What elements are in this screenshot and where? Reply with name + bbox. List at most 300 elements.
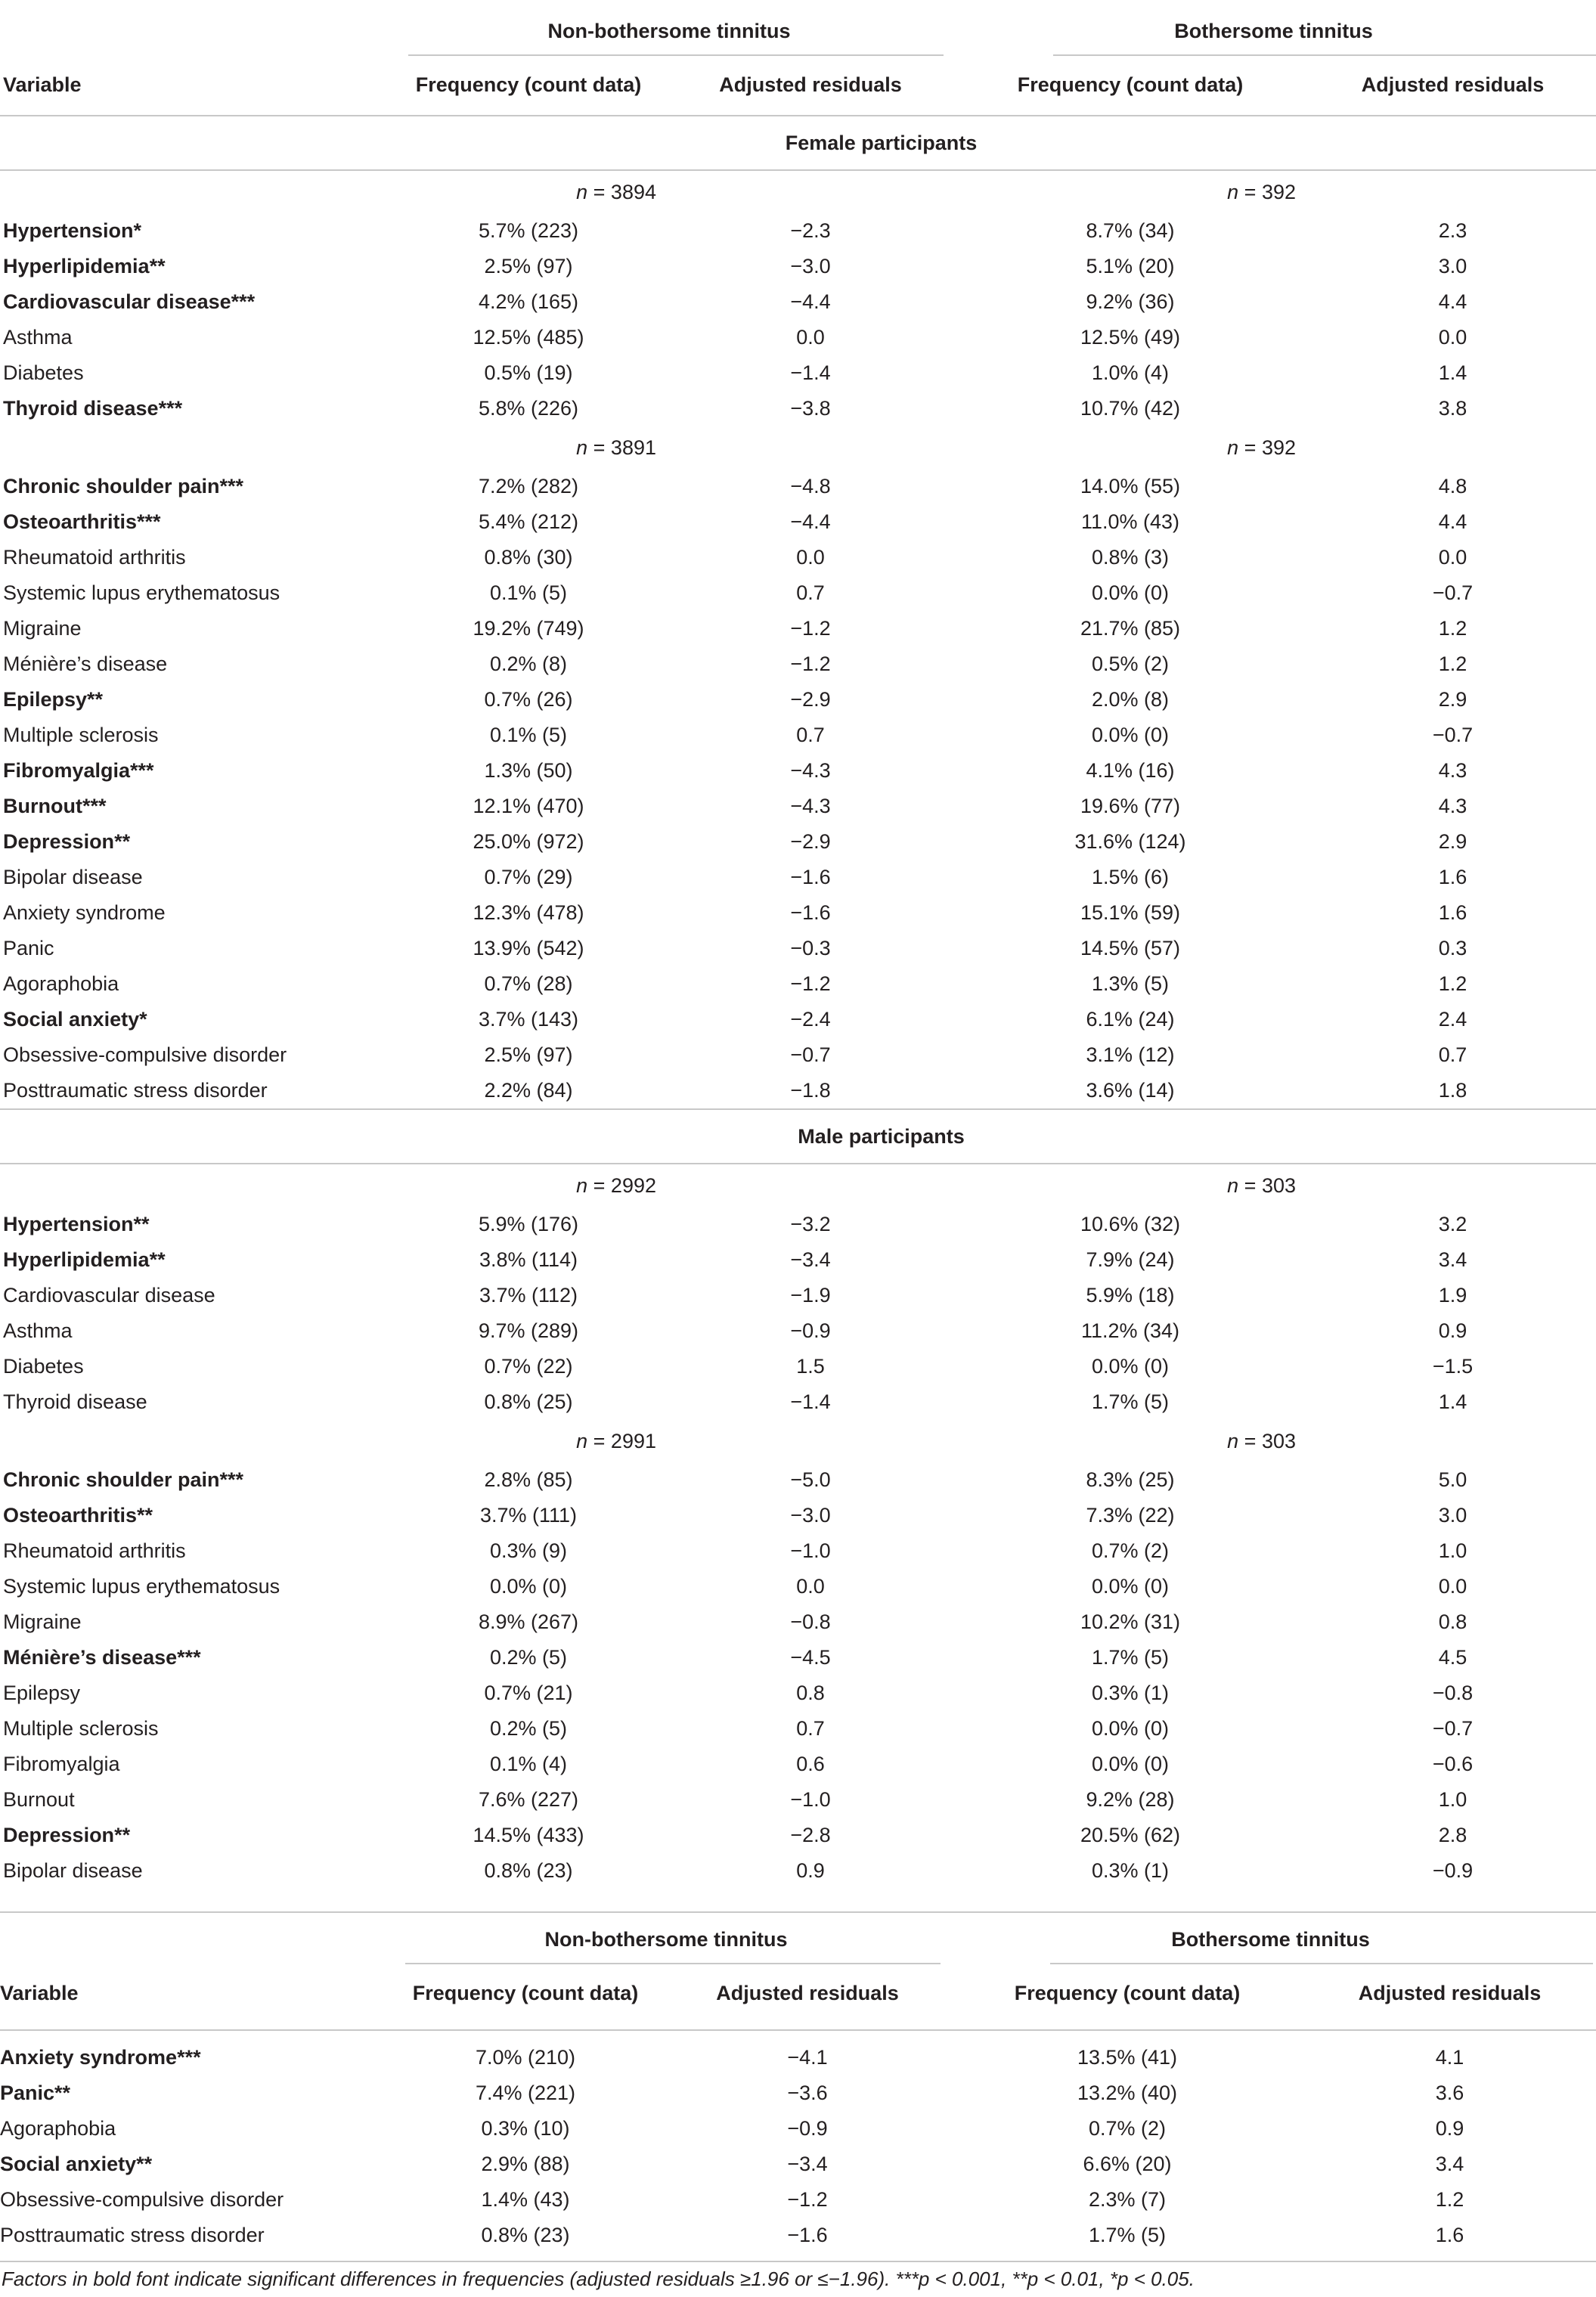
resid-both-cell: 2.9 (1438, 830, 1467, 853)
freq-both-cell: 1.5% (6) (1091, 866, 1170, 888)
variable-cell (0, 611, 387, 646)
resid-non-cell: −1.6 (787, 2224, 828, 2246)
resid-both-cell: 0.7 (1438, 1043, 1467, 1066)
table-row (0, 646, 1596, 682)
freq-non-cell: 0.7% (22) (484, 1355, 573, 1378)
variable-cell (0, 1853, 387, 1889)
freq-both-cell: 6.1% (24) (1086, 1008, 1175, 1031)
freq-non-cell: 4.2% (165) (478, 290, 579, 313)
col-header-resid-both-2: Adjusted residuals (1358, 1982, 1542, 2004)
variable-cell (0, 1002, 387, 1037)
variable-cell (0, 1278, 387, 1313)
freq-both-cell: 2.0% (8) (1091, 688, 1170, 711)
variable-name: Rheumatoid arthritis (3, 1539, 186, 1562)
variable-name: Diabetes (3, 1355, 84, 1378)
freq-non-cell: 14.5% (433) (473, 1824, 584, 1846)
table-row (0, 1747, 1596, 1782)
group-header-non-bothersome: Non-bothersome tinnitus (547, 20, 791, 42)
variable-name: Depression (3, 830, 115, 853)
table-row (0, 2147, 1593, 2182)
table-row (0, 213, 1596, 249)
variable-cell (0, 2182, 384, 2218)
variable-cell (0, 1569, 387, 1604)
variable-name: Systemic lupus erythematosus (3, 1575, 280, 1598)
resid-non-cell: −3.0 (790, 1504, 831, 1527)
table-row (0, 320, 1596, 355)
group-underline-non-2 (405, 1963, 941, 1964)
resid-both-cell: 3.8 (1438, 397, 1467, 420)
freq-non-cell: 0.2% (8) (489, 653, 568, 675)
variable-name: Multiple sclerosis (3, 1717, 159, 1740)
freq-both-cell: 3.6% (14) (1086, 1079, 1175, 1102)
freq-both-cell: 3.1% (12) (1086, 1043, 1175, 1066)
variable-cell (0, 860, 387, 895)
resid-both-cell: −0.9 (1432, 1859, 1474, 1882)
resid-both-cell: 1.2 (1438, 653, 1467, 675)
resid-non-cell: 0.8 (796, 1682, 825, 1704)
col-header-variable-2: Variable (0, 1982, 79, 2004)
significance-stars: *** (137, 510, 161, 533)
variable-name: Anxiety syndrome (0, 2046, 178, 2069)
variable-name: Bipolar disease (3, 866, 143, 888)
freq-non-cell: 13.9% (542) (473, 937, 584, 959)
table-row (0, 2075, 1593, 2111)
variable-name: Ménière’s disease (3, 653, 168, 675)
freq-both-cell: 5.1% (20) (1086, 255, 1175, 277)
resid-non-cell: 0.0 (796, 1575, 825, 1598)
freq-non-cell: 1.3% (50) (484, 759, 573, 782)
resid-non-cell: −1.2 (790, 653, 831, 675)
freq-both-cell: 7.3% (22) (1086, 1504, 1175, 1527)
variable-name: Fibromyalgia (3, 1753, 120, 1775)
table-header-continued (0, 1916, 1593, 2023)
table-row (0, 1818, 1596, 1853)
variable-cell (0, 469, 387, 504)
freq-both-cell: 14.0% (55) (1080, 475, 1181, 498)
table-row (0, 1073, 1596, 1109)
variable-name: Asthma (3, 326, 73, 349)
resid-non-cell: −3.6 (787, 2082, 828, 2104)
col-header-freq-non: Frequency (count data) (415, 73, 642, 96)
freq-non-cell: 2.5% (97) (484, 255, 573, 277)
freq-both-cell: 5.9% (18) (1086, 1284, 1175, 1307)
variable-cell (0, 320, 387, 355)
table-row (0, 931, 1596, 966)
continuation-divider (0, 1911, 1596, 1913)
resid-both-cell: 3.0 (1438, 1504, 1467, 1527)
table-row (0, 1313, 1596, 1349)
freq-both-cell: 1.3% (5) (1091, 972, 1170, 995)
variable-cell (0, 1384, 387, 1420)
variable-cell (0, 1207, 387, 1242)
resid-non-cell: 0.0 (796, 326, 825, 349)
freq-non-cell: 25.0% (972) (473, 830, 584, 853)
group-underline-non (408, 54, 944, 56)
n-both: 392 (1261, 436, 1296, 459)
resid-non-cell: 0.7 (796, 1717, 825, 1740)
variable-cell (0, 966, 387, 1002)
variable-cell (0, 1640, 387, 1675)
freq-non-cell: 5.4% (212) (478, 510, 579, 533)
table-row (0, 682, 1596, 718)
variable-name: Panic (0, 2082, 55, 2104)
variable-name: Obsessive-compulsive disorder (3, 1043, 287, 1066)
resid-non-cell: −1.6 (790, 901, 831, 924)
male-section-header (0, 1109, 1596, 1164)
resid-both-cell: 1.2 (1438, 972, 1467, 995)
resid-both-cell: 2.4 (1438, 1008, 1467, 1031)
resid-both-cell: 3.4 (1438, 1248, 1467, 1271)
table-row (0, 1675, 1596, 1711)
significance-stars: *** (158, 397, 183, 420)
variable-cell (0, 2147, 384, 2182)
resid-non-cell: −1.0 (790, 1539, 831, 1562)
resid-both-cell: 1.4 (1438, 1390, 1467, 1413)
variable-cell (0, 2040, 384, 2075)
variable-name: Asthma (3, 1319, 73, 1342)
freq-non-cell: 5.7% (223) (478, 219, 579, 242)
resid-non-cell: −3.4 (790, 1248, 831, 1271)
freq-non-cell: 19.2% (749) (473, 617, 584, 640)
variable-name: Migraine (3, 617, 82, 640)
freq-both-cell: 14.5% (57) (1080, 937, 1181, 959)
sample-size-row: n = 3894 n = 392 (576, 181, 1296, 203)
freq-both-cell: 10.6% (32) (1080, 1213, 1181, 1235)
resid-both-cell: 4.1 (1435, 2046, 1464, 2069)
table-row (0, 355, 1596, 391)
resid-both-cell: 5.0 (1438, 1468, 1467, 1491)
variable-name: Agoraphobia (3, 972, 119, 995)
sample-size-row: n = 2992 n = 303 (576, 1174, 1296, 1197)
variable-name: Rheumatoid arthritis (3, 546, 186, 569)
col-header-freq-both-2: Frequency (count data) (1014, 1982, 1241, 2004)
n-both: 303 (1261, 1430, 1296, 1452)
resid-both-cell: 4.4 (1438, 290, 1467, 313)
freq-non-cell: 3.7% (112) (479, 1284, 578, 1307)
significance-stars: ** (54, 2082, 71, 2104)
freq-both-cell: 0.0% (0) (1091, 1717, 1170, 1740)
variable-name: Multiple sclerosis (3, 724, 159, 746)
variable-cell (0, 575, 387, 611)
variable-cell (0, 682, 387, 718)
significance-stars: *** (219, 475, 244, 498)
variable-cell (0, 1711, 387, 1747)
variable-cell (0, 1782, 387, 1818)
freq-both-cell: 9.2% (36) (1086, 290, 1175, 313)
sample-size-row: n = 3891 n = 392 (576, 436, 1296, 459)
resid-non-cell: −3.8 (790, 397, 831, 420)
resid-non-cell: −0.7 (790, 1043, 831, 1066)
resid-non-cell: 0.0 (796, 546, 825, 569)
freq-both-cell: 0.0% (0) (1091, 724, 1170, 746)
freq-non-cell: 5.8% (226) (478, 397, 579, 420)
resid-both-cell: 1.4 (1438, 361, 1467, 384)
n-both: 392 (1261, 181, 1296, 203)
freq-non-cell: 0.7% (26) (484, 688, 573, 711)
freq-non-cell: 0.7% (29) (484, 866, 573, 888)
significance-stars: ** (133, 1213, 150, 1235)
data-table-continued (0, 2040, 1593, 2253)
significance-stars: *** (130, 759, 154, 782)
variable-name: Epilepsy (3, 688, 88, 711)
resid-non-cell: −1.2 (787, 2188, 828, 2211)
variable-cell (0, 213, 387, 249)
resid-both-cell: 1.2 (1435, 2188, 1464, 2211)
resid-both-cell: 0.0 (1438, 326, 1467, 349)
freq-non-cell: 0.0% (0) (489, 1575, 568, 1598)
table-row (0, 789, 1596, 824)
variable-name: Posttraumatic stress disorder (3, 1079, 268, 1102)
header-divider-2 (0, 2029, 1596, 2031)
resid-non-cell: −3.4 (787, 2153, 828, 2175)
col-header-freq-non-2: Frequency (count data) (412, 1982, 639, 2004)
resid-both-cell: 4.4 (1438, 510, 1467, 533)
col-header-resid-non: Adjusted residuals (719, 73, 902, 96)
col-header-freq-both: Frequency (count data) (1017, 73, 1244, 96)
freq-both-cell: 13.2% (40) (1077, 2082, 1178, 2104)
freq-both-cell: 8.3% (25) (1086, 1468, 1175, 1491)
group-header-non-bothersome-2: Non-bothersome tinnitus (544, 1928, 788, 1951)
freq-both-cell: 0.7% (2) (1088, 2117, 1167, 2140)
resid-both-cell: 3.0 (1438, 255, 1467, 277)
resid-both-cell: 3.4 (1435, 2153, 1464, 2175)
variable-cell (0, 1604, 387, 1640)
freq-both-cell: 31.6% (124) (1074, 830, 1186, 853)
variable-name: Osteoarthritis (3, 510, 138, 533)
variable-cell (0, 1349, 387, 1384)
resid-both-cell: 2.8 (1438, 1824, 1467, 1846)
freq-both-cell: 1.0% (4) (1091, 361, 1170, 384)
variable-cell (0, 1242, 387, 1278)
resid-non-cell: −0.9 (790, 1319, 831, 1342)
table-footnote: Factors in bold font indicate significant differences in frequencies (adjusted residuals ≥1.96 or ≤−1.96). ***p < 0.001, **p < 0.01, *p < 0.05. (2, 2268, 1195, 2290)
freq-both-cell: 0.0% (0) (1091, 1355, 1170, 1378)
freq-non-cell: 7.2% (282) (478, 475, 579, 498)
freq-both-cell: 11.0% (43) (1080, 510, 1180, 533)
freq-both-cell: 12.5% (49) (1080, 326, 1181, 349)
resid-non-cell: −4.3 (790, 759, 831, 782)
freq-non-cell: 0.2% (5) (489, 1646, 568, 1669)
n-non: 3894 (610, 181, 656, 203)
group-header-bothersome-2: Bothersome tinnitus (1171, 1928, 1370, 1951)
freq-both-cell: 4.1% (16) (1086, 759, 1175, 782)
variable-name: Agoraphobia (0, 2117, 116, 2140)
variable-name: Cardiovascular disease (3, 1284, 215, 1307)
table-row (0, 1207, 1596, 1242)
freq-both-cell: 0.7% (2) (1091, 1539, 1170, 1562)
freq-both-cell: 0.5% (2) (1091, 653, 1170, 675)
variable-name: Chronic shoulder pain (3, 475, 220, 498)
sample-size-row: n = 2991 n = 303 (576, 1430, 1296, 1452)
variable-name: Osteoarthritis (3, 1504, 138, 1527)
variable-cell (0, 1533, 387, 1569)
variable-cell (0, 2075, 384, 2111)
resid-non-cell: −0.3 (790, 937, 831, 959)
table-row (0, 718, 1596, 753)
resid-both-cell: 1.0 (1438, 1788, 1467, 1811)
freq-non-cell: 7.4% (221) (475, 2082, 576, 2104)
variable-name: Chronic shoulder pain (3, 1468, 220, 1491)
resid-both-cell: 4.8 (1438, 475, 1467, 498)
freq-both-cell: 11.2% (34) (1080, 1319, 1180, 1342)
significance-stars: * (139, 1008, 147, 1031)
resid-non-cell: −0.8 (790, 1610, 831, 1633)
significance-stars: ** (149, 255, 166, 277)
resid-non-cell: −1.4 (790, 1390, 831, 1413)
table-row (0, 540, 1596, 575)
table-row (0, 575, 1596, 611)
table-row (0, 1533, 1596, 1569)
table-row (0, 2040, 1593, 2075)
freq-non-cell: 9.7% (289) (478, 1319, 579, 1342)
n-non: 2991 (610, 1430, 656, 1452)
group-underline-both (1053, 54, 1596, 56)
resid-both-cell: 0.0 (1438, 1575, 1467, 1598)
table-row (0, 1002, 1596, 1037)
variable-cell (0, 2218, 384, 2253)
freq-non-cell: 5.9% (176) (478, 1213, 579, 1235)
freq-both-cell: 9.2% (28) (1086, 1788, 1175, 1811)
table-row (0, 1242, 1596, 1278)
freq-both-cell: 21.7% (85) (1080, 617, 1181, 640)
resid-non-cell: −1.6 (790, 866, 831, 888)
freq-non-cell: 0.5% (19) (484, 361, 573, 384)
variable-name: Diabetes (3, 361, 84, 384)
col-header-resid-both: Adjusted residuals (1361, 73, 1545, 96)
freq-both-cell: 0.3% (1) (1091, 1682, 1170, 1704)
significance-stars: * (133, 219, 142, 242)
freq-non-cell: 0.8% (25) (484, 1390, 573, 1413)
variable-name: Social anxiety (3, 1008, 140, 1031)
resid-non-cell: 0.9 (796, 1859, 825, 1882)
resid-non-cell: −1.4 (790, 361, 831, 384)
freq-non-cell: 0.7% (21) (484, 1682, 573, 1704)
variable-name: Bipolar disease (3, 1859, 143, 1882)
significance-stars: ** (149, 1248, 166, 1271)
freq-both-cell: 0.0% (0) (1091, 1753, 1170, 1775)
resid-non-cell: −4.5 (790, 1646, 831, 1669)
resid-non-cell: −0.9 (787, 2117, 828, 2140)
table-row (0, 1384, 1596, 1420)
resid-both-cell: 0.0 (1438, 546, 1467, 569)
table-row (0, 753, 1596, 789)
significance-stars: *** (177, 1646, 201, 1669)
freq-non-cell: 0.7% (28) (484, 972, 573, 995)
resid-non-cell: −4.4 (790, 290, 831, 313)
resid-both-cell: 1.6 (1438, 866, 1467, 888)
resid-non-cell: −4.4 (790, 510, 831, 533)
variable-cell (0, 931, 387, 966)
resid-non-cell: −1.2 (790, 617, 831, 640)
significance-stars: *** (219, 1468, 244, 1491)
resid-non-cell: −2.9 (790, 830, 831, 853)
resid-both-cell: 0.9 (1438, 1319, 1467, 1342)
freq-both-cell: 10.2% (31) (1080, 1610, 1181, 1633)
variable-cell (0, 355, 387, 391)
freq-both-cell: 0.0% (0) (1091, 1575, 1170, 1598)
resid-both-cell: 0.9 (1435, 2117, 1464, 2140)
resid-non-cell: −4.3 (790, 795, 831, 817)
freq-non-cell: 7.0% (210) (475, 2046, 576, 2069)
table-row (0, 966, 1596, 1002)
freq-non-cell: 7.6% (227) (478, 1788, 579, 1811)
table-row (0, 249, 1596, 284)
resid-both-cell: 3.2 (1438, 1213, 1467, 1235)
table-row (0, 860, 1596, 895)
variable-cell (0, 1462, 387, 1498)
freq-non-cell: 12.3% (478) (473, 901, 584, 924)
freq-non-cell: 8.9% (267) (478, 1610, 579, 1633)
resid-non-cell: −3.0 (790, 255, 831, 277)
significance-stars: *** (82, 795, 107, 817)
table-row (0, 1278, 1596, 1313)
freq-both-cell: 0.8% (3) (1091, 546, 1170, 569)
variable-cell (0, 789, 387, 824)
col-header-variable: Variable (3, 73, 82, 96)
variable-name: Anxiety syndrome (3, 901, 166, 924)
freq-non-cell: 0.1% (4) (489, 1753, 568, 1775)
freq-non-cell: 0.8% (30) (484, 546, 573, 569)
freq-both-cell: 0.3% (1) (1091, 1859, 1170, 1882)
resid-both-cell: −1.5 (1432, 1355, 1474, 1378)
freq-both-cell: 10.7% (42) (1080, 397, 1181, 420)
significance-stars: ** (114, 830, 131, 853)
variable-cell (0, 1675, 387, 1711)
resid-both-cell: 4.3 (1438, 759, 1467, 782)
freq-both-cell: 13.5% (41) (1077, 2046, 1178, 2069)
significance-stars: ** (87, 688, 104, 711)
resid-non-cell: 0.7 (796, 581, 825, 604)
resid-both-cell: 0.8 (1438, 1610, 1467, 1633)
freq-both-cell: 15.1% (59) (1080, 901, 1181, 924)
variable-name: Posttraumatic stress disorder (0, 2224, 265, 2246)
variable-cell (0, 1313, 387, 1349)
table-row (0, 1349, 1596, 1384)
freq-non-cell: 0.1% (5) (489, 581, 568, 604)
variable-cell (0, 1073, 387, 1109)
resid-both-cell: 1.6 (1435, 2224, 1464, 2246)
variable-name: Depression (3, 1824, 115, 1846)
freq-non-cell: 12.5% (485) (473, 326, 584, 349)
freq-both-cell: 1.7% (5) (1091, 1646, 1170, 1669)
resid-both-cell: 3.6 (1435, 2082, 1464, 2104)
variable-cell (0, 249, 387, 284)
resid-non-cell: −1.2 (790, 972, 831, 995)
variable-name: Burnout (3, 795, 82, 817)
resid-both-cell: −0.8 (1432, 1682, 1474, 1704)
resid-non-cell: −1.9 (790, 1284, 831, 1307)
freq-non-cell: 2.8% (85) (484, 1468, 573, 1491)
freq-non-cell: 12.1% (470) (473, 795, 584, 817)
freq-non-cell: 3.7% (143) (478, 1008, 579, 1031)
variable-cell (0, 646, 387, 682)
n-non: 2992 (610, 1174, 656, 1197)
table-row (0, 1782, 1596, 1818)
variable-cell (0, 753, 387, 789)
table-row (0, 1037, 1596, 1073)
table-row (0, 611, 1596, 646)
variable-cell (0, 1818, 387, 1853)
resid-both-cell: 2.9 (1438, 688, 1467, 711)
table-row (0, 1462, 1596, 1498)
resid-non-cell: −2.9 (790, 688, 831, 711)
resid-both-cell: 2.3 (1438, 219, 1467, 242)
freq-both-cell: 19.6% (77) (1080, 795, 1181, 817)
table-row (0, 2111, 1593, 2147)
variable-cell (0, 718, 387, 753)
resid-both-cell: 1.0 (1438, 1539, 1467, 1562)
variable-name: Hypertension (3, 1213, 134, 1235)
